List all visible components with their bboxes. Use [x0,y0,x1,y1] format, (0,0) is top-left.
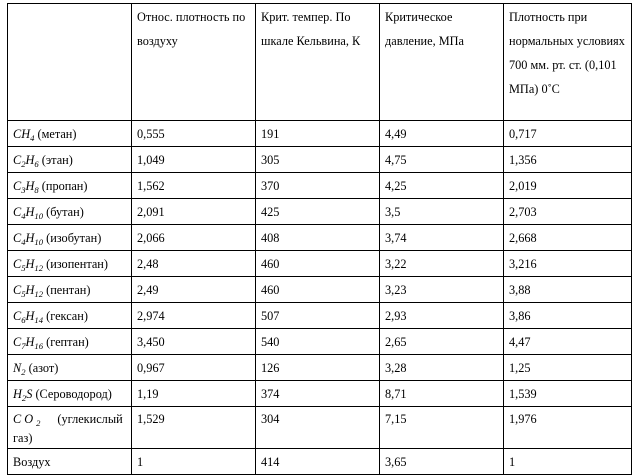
gas-name-cell [8,329,132,355]
critical-temperature-value: 460 [256,277,380,303]
gas-name-cell [8,407,132,449]
header-relative-density: Относ. плотность по воздуху [132,4,256,121]
table-row [8,173,632,199]
gas-formula: $C_6H_{14}$ [13,309,44,325]
relative-density-value: 1,19 [132,381,256,407]
normal-density-value: 2,668 [504,225,632,251]
gas-name: (пропан) [41,179,88,193]
gas-name: (углекислый газ) [13,412,123,445]
gas-name: (гептан) [46,335,89,349]
critical-pressure-value: 3,74 [380,225,504,251]
table-row [8,277,632,303]
critical-pressure-value: 2,93 [380,303,504,329]
gas-formula: $H_2S$ [13,387,33,403]
gas-name: (пентан) [46,283,91,297]
normal-density-value: 2,019 [504,173,632,199]
normal-density-value: 3,88 [504,277,632,303]
gas-properties-table [7,3,632,475]
critical-pressure-value: 4,49 [380,121,504,147]
table-row [8,407,632,449]
normal-density-value: 3,216 [504,251,632,277]
critical-temperature-value: 126 [256,355,380,381]
gas-formula: $N_2$ [13,361,26,377]
gas-name: (изопентан) [46,257,108,271]
critical-pressure-value: 7,15 [380,407,504,449]
critical-temperature-value: 425 [256,199,380,225]
gas-name-cell [8,225,132,251]
critical-temperature-value: 191 [256,121,380,147]
gas-name: Воздух [13,455,51,469]
gas-formula: $C_5H_{12}$ [13,283,44,299]
relative-density-value: 2,091 [132,199,256,225]
critical-pressure-value: 4,75 [380,147,504,173]
gas-formula: $CH_4$ [13,127,35,143]
gas-name-cell [8,381,132,407]
gas-formula: $CO_2$ [13,412,44,428]
table-row [8,355,632,381]
table-row [8,251,632,277]
gas-name: (бутан) [46,205,84,219]
header-critical-temperature: Крит. темпер. По шкале Кельвина, К [256,4,380,121]
table-row [8,121,632,147]
critical-temperature-value: 304 [256,407,380,449]
relative-density-value: 1,562 [132,173,256,199]
normal-density-value: 1,976 [504,407,632,449]
gas-name: (гексан) [46,309,88,323]
critical-temperature-value: 408 [256,225,380,251]
relative-density-value: 2,974 [132,303,256,329]
table-row [8,147,632,173]
table-row [8,381,632,407]
gas-name-cell [8,121,132,147]
critical-pressure-value: 3,5 [380,199,504,225]
normal-density-value: 1,356 [504,147,632,173]
gas-name: (изобутан) [46,231,102,245]
critical-temperature-value: 305 [256,147,380,173]
relative-density-value: 0,555 [132,121,256,147]
gas-name-cell [8,303,132,329]
critical-pressure-value: 4,25 [380,173,504,199]
critical-temperature-value: 414 [256,449,380,475]
header-normal-density: Плотность при нормальных условиях 700 мм. рт. ст. (0,101 МПа) 0˚С [504,4,632,121]
normal-density-value: 0,717 [504,121,632,147]
critical-temperature-value: 370 [256,173,380,199]
header-critical-pressure: Критическое давление, МПа [380,4,504,121]
gas-formula: $C_5H_{12}$ [13,257,44,273]
gas-name-cell [8,147,132,173]
normal-density-value: 4,47 [504,329,632,355]
gas-name-cell [8,277,132,303]
gas-name: (азот) [28,361,59,375]
table-row [8,199,632,225]
relative-density-value: 1 [132,449,256,475]
gas-formula: $C_4H_{10}$ [13,231,44,247]
critical-pressure-value: 3,65 [380,449,504,475]
gas-formula: $C_2H_6$ [13,153,39,169]
critical-pressure-value: 3,22 [380,251,504,277]
header-row [8,4,632,121]
relative-density-value: 2,48 [132,251,256,277]
critical-pressure-value: 8,71 [380,381,504,407]
critical-temperature-value: 374 [256,381,380,407]
gas-formula: $C_4H_{10}$ [13,205,44,221]
header-empty [8,4,132,121]
gas-name-cell [8,173,132,199]
critical-temperature-value: 540 [256,329,380,355]
critical-temperature-value: 460 [256,251,380,277]
critical-pressure-value: 3,28 [380,355,504,381]
critical-pressure-value: 2,65 [380,329,504,355]
gas-formula: $C_7H_{16}$ [13,335,44,351]
table-row [8,303,632,329]
normal-density-value: 3,86 [504,303,632,329]
relative-density-value: 1,049 [132,147,256,173]
gas-name-cell [8,199,132,225]
relative-density-value: 2,49 [132,277,256,303]
critical-temperature-value: 507 [256,303,380,329]
relative-density-value: 0,967 [132,355,256,381]
relative-density-value: 2,066 [132,225,256,251]
gas-name: (Сероводород) [35,387,112,401]
normal-density-value: 1,25 [504,355,632,381]
gas-name-cell [8,355,132,381]
table-row [8,329,632,355]
gas-properties-table-wrapper [7,3,632,475]
table-row [8,225,632,251]
normal-density-value: 1,539 [504,381,632,407]
gas-formula: $C_3H_8$ [13,179,39,195]
gas-name-cell [8,251,132,277]
gas-name: (метан) [37,127,77,141]
critical-pressure-value: 3,23 [380,277,504,303]
normal-density-value: 2,703 [504,199,632,225]
gas-name: (этан) [41,153,73,167]
relative-density-value: 1,529 [132,407,256,449]
relative-density-value: 3,450 [132,329,256,355]
normal-density-value: 1 [504,449,632,475]
